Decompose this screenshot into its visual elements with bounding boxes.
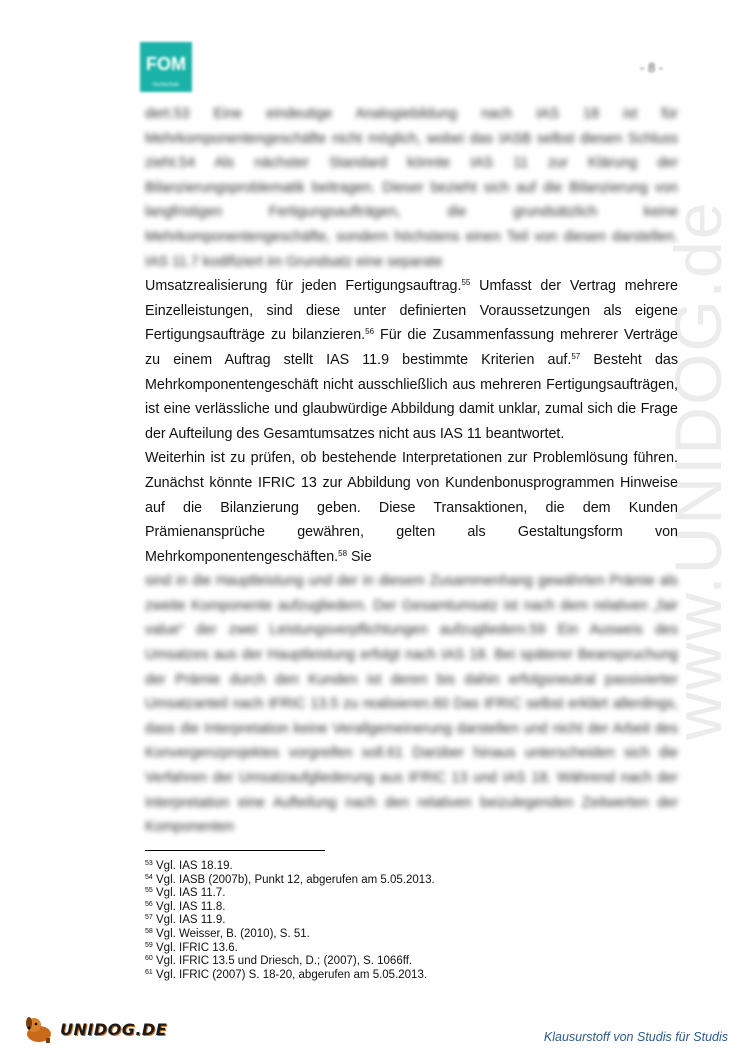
footnote-number: 61: [145, 968, 153, 976]
p2-end: Sie: [347, 548, 372, 565]
brand-text: UNIDOG.DE: [60, 1019, 168, 1039]
footnote-number: 54: [145, 873, 153, 881]
footnote-text: Vgl. Weisser, B. (2010), S. 51.: [156, 927, 310, 940]
footnotes: [145, 860, 435, 982]
fom-logo: [140, 42, 192, 92]
paragraph-ias11: [145, 274, 678, 446]
footnote-text: Vgl. IAS 11.7.: [156, 887, 226, 900]
footnote: [145, 874, 435, 888]
footnote-text: Vgl. IAS 18.19.: [156, 860, 233, 872]
footnote-number: 58: [145, 927, 153, 935]
footnote-text: Vgl. IFRIC (2007) S. 18-20, abgerufen am 5.05.2013.: [156, 968, 428, 981]
footnote: [145, 914, 435, 928]
footnote: [145, 942, 435, 956]
footnote: [145, 887, 435, 901]
footnote: [145, 928, 435, 942]
footnote-text: Vgl. IASB (2007b), Punkt 12, abgerufen am 5.05.2013.: [156, 873, 435, 886]
page-number: - 8 -: [640, 60, 664, 75]
footnote: [145, 969, 435, 983]
p1-line1: Umsatzrealisierung für jeden Fertigungsauftrag.: [145, 278, 462, 295]
footnote: [145, 901, 435, 915]
footnote: [145, 860, 435, 874]
footnote-ref-58: 58: [338, 548, 348, 558]
body-text: [145, 102, 678, 840]
footnote-number: 60: [145, 955, 153, 963]
footnote-text: Vgl. IFRIC 13.6.: [156, 941, 238, 954]
p2-text: Weiterhin ist zu prüfen, ob bestehende Interpretationen zur Problemlösung führen. Zunächst könnte IFRIC 13 zur Abbildung von Kundenbonusprogrammen Hinweise auf die Bilanzierung geben. Diese Transaktionen, die dem Kunden Prämienansprüche gewähren, gelten als Gestaltungsform von Mehrkomponentengeschäften.: [145, 450, 678, 565]
footnote: [145, 955, 435, 969]
paragraph-ifric13: [145, 446, 678, 569]
footnote-ref-57: 57: [571, 351, 581, 361]
footnote-number: 55: [145, 887, 153, 895]
unidog-logo[interactable]: [22, 1012, 167, 1046]
footnote-separator: [145, 850, 325, 851]
footnote-text: Vgl. IAS 11.9.: [156, 914, 226, 927]
blurred-text-top: dert.53 Eine eindeutige Analogiebildung nach IAS 18 ist für Mehrkomponentengeschäfte nicht möglich, wobei das IASB selbst diesen Schluss zieht.54 Als nächster Standard könnte IAS 11 zur Klärung der Bilanzierungsproblematik beitragen. Dieser bezieht sich auf die Bilanzierung von langfristigen Fertigungsaufträgen, die grundsätzlich keine Mehrkomponentengeschäfte, sondern höchstens einen Teil von diesen darstellen. IAS 11.7 kodifiziert im Grundsatz eine separate: [145, 106, 678, 270]
blurred-text-bottom: sind in die Hauptleistung und der in diesem Zusammenhang gewährten Prämie als zweite Komponente aufzugliedern. Der Gesamtumsatz ist nach dem relativen „fair value“ der zwei Leistungsverpflichtungen aufzugliedern.59 Ein Ausweis des Umsatzes aus der Hauptleistung erfolgt nach IAS 18. Bei späterer Beanspruchung der Prämie durch den Kunden ist deren bis dahin erfolgsneutral passivierter Umsatzanteil nach IFRIC 13.5 zu realisieren.60 Das IFRIC selbst erklärt allerdings, dass die Interpretation keine Verallgemeinerung darstellen und nicht der Arbeit des Konvergenzprojektes vorgreifen soll.61 Darüber hinaus unterscheiden sich die Verfahren der Umsatzaufgliederung aus IFRIC 13 und IAS 18. Während nach der Interpretation eine Aufteilung nach den relativen beizulegenden Zeitwerten der Komponenten: [145, 573, 678, 836]
footnote-number: 57: [145, 914, 153, 922]
logo-text: FOM: [146, 54, 186, 74]
dog-mascot-icon: [22, 1014, 56, 1044]
footnote-number: 59: [145, 941, 153, 949]
footnote-ref-55: 55: [461, 278, 471, 288]
logo-subtext: Hochschule: [152, 82, 180, 88]
watermark: www.UNIDOG.de: [661, 200, 735, 740]
p1-line1b: Umfasst der Vertrag mehrere Einzelleistungen, sind diese unter definierten Voraussetzungen als eigene Fertigungsaufträge zu bilanzieren.: [145, 278, 678, 344]
footnote-number: 56: [145, 900, 153, 908]
footer-tagline: Klausurstoff von Studis für Studis: [543, 1030, 728, 1044]
footnote-text: Vgl. IAS 11.8.: [156, 900, 226, 913]
p1-line2: Für die Zusammenfassung mehrerer Verträge zu einem Auftrag stellt IAS 11.9 bestimmte Kriterien auf.: [145, 327, 679, 368]
footnote-ref-56: 56: [365, 327, 375, 337]
p1-line3: Besteht das Mehrkomponentengeschäft nicht ausschließlich aus mehreren Fertigungsaufträgen, ist eine verlässliche und glaubwürdige Abbildung damit unklar, zumal sich die Frage der Aufteilung des Gesamtumsatzes nicht aus IAS 11 beantwortet.: [145, 351, 678, 442]
footnote-number: 53: [145, 860, 153, 867]
footnote-text: Vgl. IFRIC 13.5 und Driesch, D.; (2007), S. 1066ff.: [156, 955, 413, 968]
